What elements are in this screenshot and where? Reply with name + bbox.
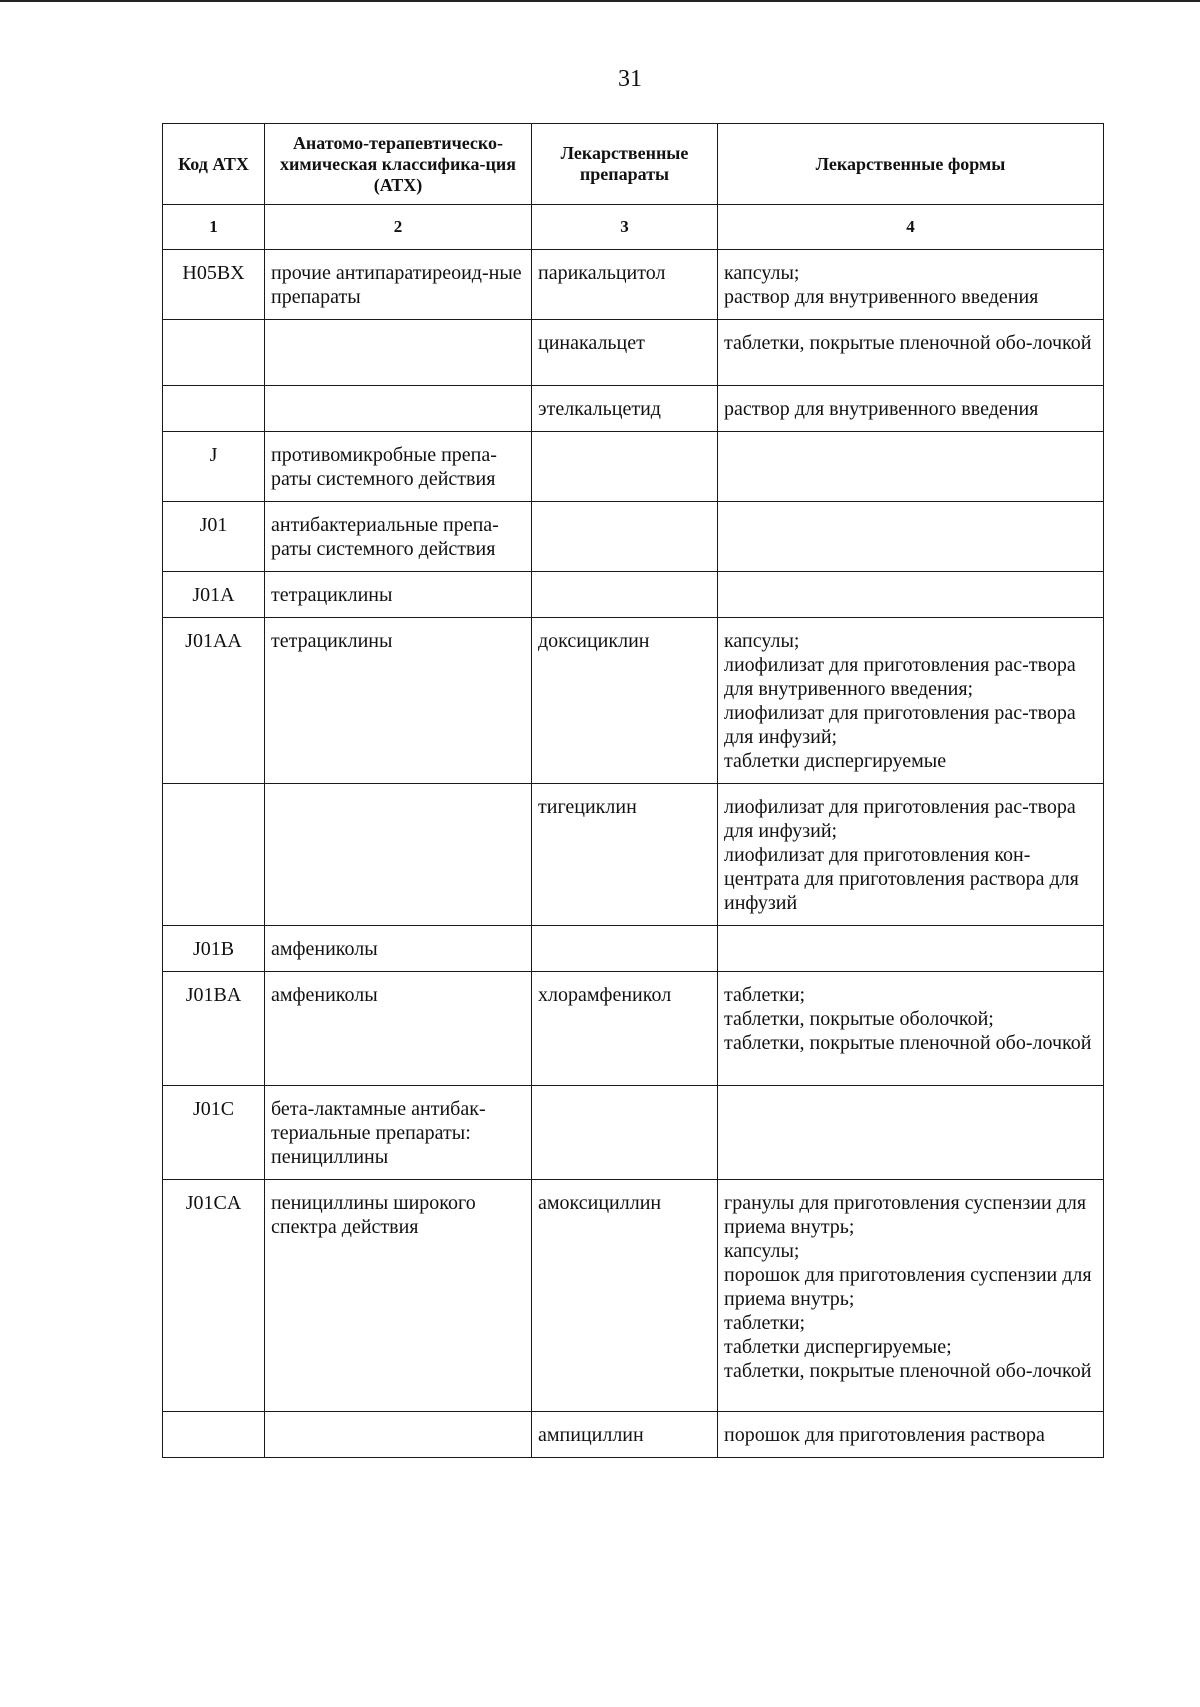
dosage-form-item: лиофилизат для приготовления рас-твора для внутривенного введения; [724, 654, 1076, 700]
dosage-form-item: таблетки; [724, 1312, 806, 1334]
cell-drug: этелкальцетид [532, 386, 718, 432]
table-row [163, 1412, 1104, 1458]
cell-dosage-forms [718, 250, 1104, 320]
table-row [163, 1086, 1104, 1180]
cell-dosage-forms [718, 1086, 1104, 1180]
cell-drug: ампициллин [532, 1412, 718, 1458]
cell-classification [265, 1412, 532, 1458]
cell-drug [532, 572, 718, 618]
table-row [163, 618, 1104, 784]
dosage-form-item: таблетки диспергируемые; [724, 1336, 952, 1358]
cell-dosage-forms [718, 386, 1104, 432]
header-classification: Анатомо-терапевтическо-химическая классифика-ция (АТХ) [265, 124, 532, 205]
cell-dosage-forms [718, 320, 1104, 386]
atc-table [162, 123, 1104, 1458]
header-code: Код АТХ [163, 124, 265, 205]
table-row [163, 926, 1104, 972]
cell-classification [265, 320, 532, 386]
dosage-form-item: таблетки диспергируемые [724, 750, 947, 772]
cell-classification: тетрациклины [265, 618, 532, 784]
dosage-form-item: капсулы; [724, 262, 800, 284]
dosage-form-item: раствор для внутривенного введения [724, 398, 1039, 420]
cell-dosage-forms [718, 502, 1104, 572]
cell-classification: амфениколы [265, 972, 532, 1086]
cell-classification: прочие антипаратиреоид-ные препараты [265, 250, 532, 320]
dosage-form-item: таблетки, покрытые пленочной обо-лочкой [724, 1032, 1092, 1054]
column-number-2: 2 [265, 205, 532, 250]
table-row [163, 502, 1104, 572]
cell-atc-code: J01B [163, 926, 265, 972]
table-row [163, 572, 1104, 618]
column-number-4: 4 [718, 205, 1104, 250]
dosage-form-item: таблетки; [724, 984, 806, 1006]
cell-dosage-forms [718, 1180, 1104, 1412]
cell-drug [532, 432, 718, 502]
header-drugs: Лекарственные препараты [532, 124, 718, 205]
cell-atc-code [163, 784, 265, 926]
cell-atc-code: J [163, 432, 265, 502]
cell-atc-code: J01 [163, 502, 265, 572]
cell-dosage-forms [718, 972, 1104, 1086]
dosage-form-item: гранулы для приготовления суспензии для приема внутрь; [724, 1192, 1087, 1238]
cell-classification: противомикробные препа-раты системного действия [265, 432, 532, 502]
table-row [163, 320, 1104, 386]
cell-dosage-forms [718, 1412, 1104, 1458]
cell-dosage-forms [718, 432, 1104, 502]
dosage-form-item: капсулы; [724, 1240, 800, 1262]
cell-drug [532, 1086, 718, 1180]
cell-atc-code: J01BA [163, 972, 265, 1086]
table-row [163, 1180, 1104, 1412]
cell-atc-code [163, 1412, 265, 1458]
cell-dosage-forms [718, 618, 1104, 784]
cell-classification: тетрациклины [265, 572, 532, 618]
dosage-form-item: таблетки, покрытые оболочкой; [724, 1008, 994, 1030]
cell-atc-code: J01CA [163, 1180, 265, 1412]
header-row [163, 124, 1104, 205]
cell-drug: хлорамфеникол [532, 972, 718, 1086]
cell-atc-code: H05BX [163, 250, 265, 320]
cell-drug: цинакальцет [532, 320, 718, 386]
cell-dosage-forms [718, 784, 1104, 926]
cell-dosage-forms [718, 572, 1104, 618]
dosage-form-item: лиофилизат для приготовления рас-твора для инфузий; [724, 796, 1076, 842]
cell-classification: бета-лактамные антибак-териальные препараты: пенициллины [265, 1086, 532, 1180]
dosage-form-item: порошок для приготовления раствора [724, 1424, 1045, 1446]
cell-dosage-forms [718, 926, 1104, 972]
dosage-form-item: капсулы; [724, 630, 800, 652]
dosage-form-item: лиофилизат для приготовления рас-твора для инфузий; [724, 702, 1076, 748]
dosage-form-item: раствор для внутривенного введения [724, 286, 1039, 308]
cell-drug: доксициклин [532, 618, 718, 784]
cell-drug: парикальцитол [532, 250, 718, 320]
cell-classification: антибактериальные препа-раты системного действия [265, 502, 532, 572]
cell-drug: тигециклин [532, 784, 718, 926]
cell-atc-code: J01A [163, 572, 265, 618]
table-row [163, 432, 1104, 502]
column-number-3: 3 [532, 205, 718, 250]
cell-drug: амоксициллин [532, 1180, 718, 1412]
column-number-row [163, 205, 1104, 250]
table-row [163, 972, 1104, 1086]
page-number: 31 [618, 66, 642, 92]
dosage-form-item: порошок для приготовления суспензии для приема внутрь; [724, 1264, 1092, 1310]
table-row [163, 250, 1104, 320]
cell-drug [532, 926, 718, 972]
header-forms: Лекарственные формы [718, 124, 1104, 205]
cell-atc-code [163, 320, 265, 386]
cell-atc-code: J01C [163, 1086, 265, 1180]
dosage-form-item: таблетки, покрытые пленочной обо-лочкой [724, 1360, 1092, 1382]
column-number-1: 1 [163, 205, 265, 250]
dosage-form-item: таблетки, покрытые пленочной обо-лочкой [724, 332, 1092, 354]
table-row [163, 386, 1104, 432]
cell-classification [265, 386, 532, 432]
cell-classification: амфениколы [265, 926, 532, 972]
table-row [163, 784, 1104, 926]
cell-atc-code: J01AA [163, 618, 265, 784]
cell-drug [532, 502, 718, 572]
top-rule [0, 0, 1200, 2]
dosage-form-item: лиофилизат для приготовления кон-центрата для приготовления раствора для инфузий [724, 844, 1079, 914]
cell-atc-code [163, 386, 265, 432]
cell-classification [265, 784, 532, 926]
cell-classification: пенициллины широкого спектра действия [265, 1180, 532, 1412]
